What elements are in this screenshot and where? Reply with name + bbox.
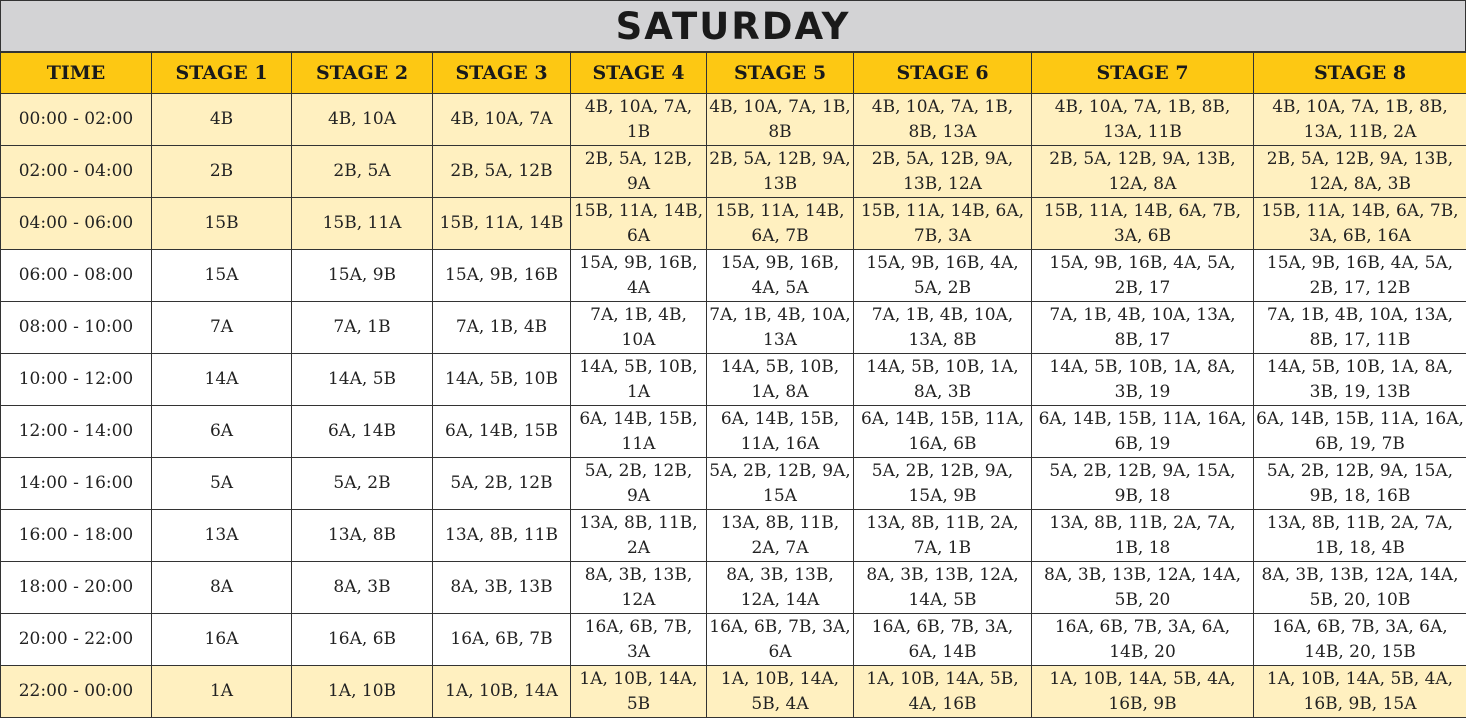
stage-cell: 16A, 6B, 7B, 3A, 6A, 14B: [854, 614, 1032, 666]
stage-cell: 6A, 14B, 15B, 11A, 16A, 6B, 19, 7B: [1254, 406, 1466, 458]
stage-cell: 8A, 3B, 13B, 12A, 14A: [707, 562, 854, 614]
stage-cell: 16A, 6B, 7B, 3A, 6A, 14B, 20: [1032, 614, 1254, 666]
stage-cell: 4B: [152, 94, 292, 146]
stage-cell: 2B, 5A, 12B, 9A: [571, 146, 707, 198]
stage-cell: 5A, 2B: [292, 458, 433, 510]
stage-cell: 6A, 14B, 15B: [433, 406, 571, 458]
table-row: [1, 94, 1466, 146]
stage-cell: 13A, 8B, 11B, 2A, 7A, 1B, 18: [1032, 510, 1254, 562]
stage-cell: 8A, 3B, 13B: [433, 562, 571, 614]
table-row: [1, 562, 1466, 614]
stage-cell: 2B, 5A, 12B, 9A, 13B: [707, 146, 854, 198]
page-title: SATURDAY: [0, 0, 1466, 52]
column-header-stage-8: STAGE 8: [1254, 53, 1466, 94]
stage-cell: 15B, 11A, 14B, 6A, 7B, 3A, 6B: [1032, 198, 1254, 250]
column-header-time: TIME: [1, 53, 152, 94]
stage-cell: 1A, 10B, 14A: [433, 666, 571, 718]
stage-cell: 13A, 8B, 11B, 2A, 7A, 1B: [854, 510, 1032, 562]
stage-cell: 6A: [152, 406, 292, 458]
stage-cell: 2B, 5A, 12B, 9A, 13B, 12A, 8A, 3B: [1254, 146, 1466, 198]
stage-cell: 13A: [152, 510, 292, 562]
stage-cell: 7A, 1B, 4B, 10A, 13A, 8B: [854, 302, 1032, 354]
stage-cell: 6A, 14B, 15B, 11A, 16A, 6B: [854, 406, 1032, 458]
stage-cell: 1A, 10B, 14A, 5B, 4A, 16B: [854, 666, 1032, 718]
table-row: [1, 250, 1466, 302]
time-cell: 16:00 - 18:00: [1, 510, 152, 562]
stage-cell: 7A, 1B, 4B, 10A, 13A: [707, 302, 854, 354]
stage-cell: 15B, 11A, 14B, 6A: [571, 198, 707, 250]
table-row: [1, 354, 1466, 406]
stage-cell: 8A, 3B, 13B, 12A, 14A, 5B, 20, 10B: [1254, 562, 1466, 614]
stage-cell: 4B, 10A, 7A: [433, 94, 571, 146]
schedule-table: [0, 52, 1466, 718]
stage-cell: 8A: [152, 562, 292, 614]
table-row: [1, 146, 1466, 198]
stage-cell: 1A, 10B, 14A, 5B, 4A, 16B, 9B: [1032, 666, 1254, 718]
stage-cell: 4B, 10A, 7A, 1B, 8B, 13A: [854, 94, 1032, 146]
stage-cell: 14A, 5B: [292, 354, 433, 406]
table-row: [1, 406, 1466, 458]
stage-cell: 5A, 2B, 12B, 9A, 15A: [707, 458, 854, 510]
stage-cell: 5A: [152, 458, 292, 510]
stage-cell: 5A, 2B, 12B: [433, 458, 571, 510]
stage-cell: 1A, 10B, 14A, 5B, 4A: [707, 666, 854, 718]
table-body: [1, 94, 1466, 718]
stage-cell: 14A, 5B, 10B, 1A, 8A: [707, 354, 854, 406]
stage-cell: 15A, 9B: [292, 250, 433, 302]
column-header-stage-1: STAGE 1: [152, 53, 292, 94]
stage-cell: 7A, 1B, 4B, 10A, 13A, 8B, 17, 11B: [1254, 302, 1466, 354]
stage-cell: 14A: [152, 354, 292, 406]
time-cell: 22:00 - 00:00: [1, 666, 152, 718]
stage-cell: 1A, 10B, 14A, 5B, 4A, 16B, 9B, 15A: [1254, 666, 1466, 718]
table-row: [1, 510, 1466, 562]
column-header-stage-4: STAGE 4: [571, 53, 707, 94]
stage-cell: 4B, 10A, 7A, 1B, 8B: [707, 94, 854, 146]
stage-cell: 8A, 3B: [292, 562, 433, 614]
stage-cell: 5A, 2B, 12B, 9A: [571, 458, 707, 510]
stage-cell: 15A, 9B, 16B: [433, 250, 571, 302]
stage-cell: 15B, 11A: [292, 198, 433, 250]
stage-cell: 6A, 14B, 15B, 11A, 16A, 6B, 19: [1032, 406, 1254, 458]
stage-cell: 16A: [152, 614, 292, 666]
stage-cell: 5A, 2B, 12B, 9A, 15A, 9B: [854, 458, 1032, 510]
stage-cell: 15B, 11A, 14B, 6A, 7B: [707, 198, 854, 250]
stage-cell: 13A, 8B: [292, 510, 433, 562]
stage-cell: 16A, 6B, 7B, 3A, 6A, 14B, 20, 15B: [1254, 614, 1466, 666]
stage-cell: 7A: [152, 302, 292, 354]
stage-cell: 4B, 10A, 7A, 1B: [571, 94, 707, 146]
column-header-stage-6: STAGE 6: [854, 53, 1032, 94]
time-cell: 08:00 - 10:00: [1, 302, 152, 354]
time-cell: 10:00 - 12:00: [1, 354, 152, 406]
stage-cell: 15A, 9B, 16B, 4A: [571, 250, 707, 302]
stage-cell: 15A, 9B, 16B, 4A, 5A: [707, 250, 854, 302]
stage-cell: 8A, 3B, 13B, 12A: [571, 562, 707, 614]
table-row: [1, 458, 1466, 510]
stage-cell: 15A: [152, 250, 292, 302]
stage-cell: 1A: [152, 666, 292, 718]
stage-cell: 6A, 14B: [292, 406, 433, 458]
stage-cell: 6A, 14B, 15B, 11A: [571, 406, 707, 458]
stage-cell: 8A, 3B, 13B, 12A, 14A, 5B, 20: [1032, 562, 1254, 614]
table-row: [1, 302, 1466, 354]
stage-cell: 14A, 5B, 10B, 1A: [571, 354, 707, 406]
stage-cell: 15A, 9B, 16B, 4A, 5A, 2B: [854, 250, 1032, 302]
stage-cell: 16A, 6B, 7B, 3A, 6A: [707, 614, 854, 666]
time-cell: 04:00 - 06:00: [1, 198, 152, 250]
stage-cell: 7A, 1B, 4B, 10A, 13A, 8B, 17: [1032, 302, 1254, 354]
stage-cell: 13A, 8B, 11B, 2A: [571, 510, 707, 562]
stage-cell: 15B, 11A, 14B: [433, 198, 571, 250]
stage-cell: 5A, 2B, 12B, 9A, 15A, 9B, 18: [1032, 458, 1254, 510]
time-cell: 06:00 - 08:00: [1, 250, 152, 302]
stage-cell: 15A, 9B, 16B, 4A, 5A, 2B, 17: [1032, 250, 1254, 302]
stage-cell: 14A, 5B, 10B, 1A, 8A, 3B, 19: [1032, 354, 1254, 406]
stage-cell: 4B, 10A: [292, 94, 433, 146]
stage-cell: 16A, 6B: [292, 614, 433, 666]
time-cell: 20:00 - 22:00: [1, 614, 152, 666]
stage-cell: 16A, 6B, 7B, 3A: [571, 614, 707, 666]
stage-cell: 15B, 11A, 14B, 6A, 7B, 3A, 6B, 16A: [1254, 198, 1466, 250]
stage-cell: 2B, 5A, 12B: [433, 146, 571, 198]
stage-cell: 2B, 5A, 12B, 9A, 13B, 12A: [854, 146, 1032, 198]
stage-cell: 16A, 6B, 7B: [433, 614, 571, 666]
table-row: [1, 614, 1466, 666]
stage-cell: 14A, 5B, 10B: [433, 354, 571, 406]
column-header-stage-5: STAGE 5: [707, 53, 854, 94]
column-header-stage-7: STAGE 7: [1032, 53, 1254, 94]
stage-cell: 14A, 5B, 10B, 1A, 8A, 3B: [854, 354, 1032, 406]
time-cell: 00:00 - 02:00: [1, 94, 152, 146]
stage-cell: 13A, 8B, 11B: [433, 510, 571, 562]
stage-cell: 7A, 1B, 4B: [433, 302, 571, 354]
time-cell: 02:00 - 04:00: [1, 146, 152, 198]
column-header-stage-3: STAGE 3: [433, 53, 571, 94]
stage-cell: 4B, 10A, 7A, 1B, 8B, 13A, 11B, 2A: [1254, 94, 1466, 146]
time-cell: 18:00 - 20:00: [1, 562, 152, 614]
stage-cell: 2B: [152, 146, 292, 198]
table-row: [1, 198, 1466, 250]
stage-cell: 1A, 10B, 14A, 5B: [571, 666, 707, 718]
stage-cell: 5A, 2B, 12B, 9A, 15A, 9B, 18, 16B: [1254, 458, 1466, 510]
stage-cell: 8A, 3B, 13B, 12A, 14A, 5B: [854, 562, 1032, 614]
column-header-stage-2: STAGE 2: [292, 53, 433, 94]
header-row: [1, 53, 1466, 94]
stage-cell: 13A, 8B, 11B, 2A, 7A: [707, 510, 854, 562]
stage-cell: 2B, 5A: [292, 146, 433, 198]
stage-cell: 15B, 11A, 14B, 6A, 7B, 3A: [854, 198, 1032, 250]
stage-cell: 1A, 10B: [292, 666, 433, 718]
stage-cell: 6A, 14B, 15B, 11A, 16A: [707, 406, 854, 458]
stage-cell: 15B: [152, 198, 292, 250]
time-cell: 12:00 - 14:00: [1, 406, 152, 458]
stage-cell: 7A, 1B: [292, 302, 433, 354]
stage-cell: 14A, 5B, 10B, 1A, 8A, 3B, 19, 13B: [1254, 354, 1466, 406]
stage-cell: 7A, 1B, 4B, 10A: [571, 302, 707, 354]
stage-cell: 4B, 10A, 7A, 1B, 8B, 13A, 11B: [1032, 94, 1254, 146]
time-cell: 14:00 - 16:00: [1, 458, 152, 510]
stage-cell: 2B, 5A, 12B, 9A, 13B, 12A, 8A: [1032, 146, 1254, 198]
stage-cell: 13A, 8B, 11B, 2A, 7A, 1B, 18, 4B: [1254, 510, 1466, 562]
table-row: [1, 666, 1466, 718]
stage-cell: 15A, 9B, 16B, 4A, 5A, 2B, 17, 12B: [1254, 250, 1466, 302]
